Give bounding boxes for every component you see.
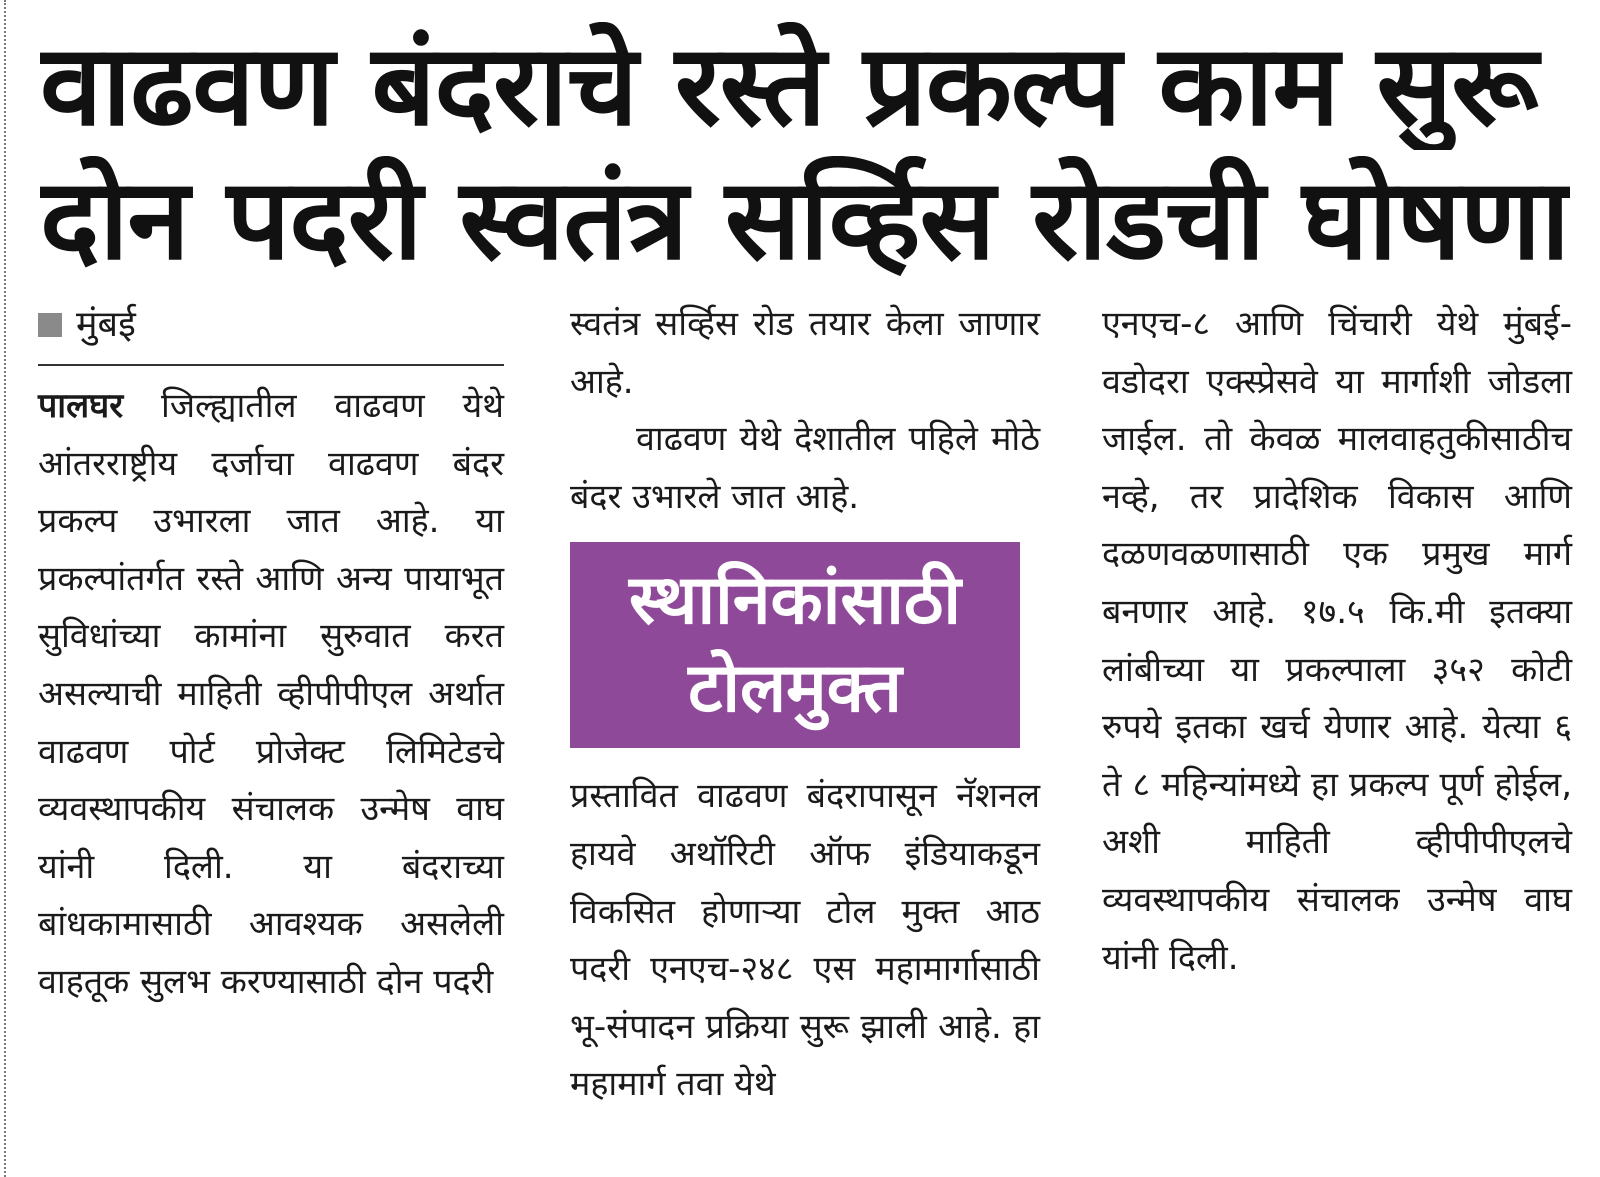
column-2-paragraph-2: वाढवण येथे देशातील पहिले मोठे बंदर उभारले जात आहे. — [570, 419, 1040, 517]
left-dotted-border — [4, 0, 6, 1177]
headline-line-2: दोन पदरी स्वतंत्र सर्व्हिस रोडची घोषणा — [40, 156, 1570, 284]
column-2-continuation: स्वतंत्र सर्व्हिस रोड तयार केला जाणार आहे. — [570, 304, 1040, 402]
article-column-1 — [38, 296, 504, 1012]
callout-box — [570, 542, 1020, 748]
column-1-paragraph — [38, 378, 504, 1012]
article-column-3 — [1102, 296, 1572, 987]
callout-line-2: टोलमुक्त — [688, 649, 902, 729]
dateline-rule — [38, 364, 504, 366]
dateline-city: मुंबई — [76, 304, 136, 346]
square-bullet-icon — [38, 313, 62, 337]
column-3-paragraph: एनएच-८ आणि चिंचारी येथे मुंबई-वडोदरा एक्स्प्रेसवे या मार्गाशी जोडला जाईल. तो केवळ मालवाहतुकीसाठीच नव्हे, तर प्रादेशिक विकास आणि दळणवळणासाठी एक प्रमुख मार्ग बनणार आहे. १७.५ कि.मी इतक्या लांबीच्या या प्रकल्पाला ३५२ कोटी रुपये इतका खर्च येणार आहे. येत्या ६ ते ८ महिन्यांमध्ये हा प्रकल्प पूर्ण होईल, अशी माहिती व्हीपीपीएलचे व्यवस्थापकीय संचालक उन्मेष वाघ यांनी दिली. — [1102, 304, 1572, 978]
callout-line-1: स्थानिकांसाठी — [628, 561, 962, 641]
dateline — [38, 296, 504, 354]
headline-line-1: वाढवण बंदराचे रस्ते प्रकल्प काम सुरू — [40, 22, 1538, 150]
article-column-2 — [570, 296, 1040, 1114]
column-2-paragraph-3: प्रस्तावित वाढवण बंदरापासून नॅशनल हायवे अथॉरिटी ऑफ इंडियाकडून विकसित होणाऱ्या टोल मुक्त आठ पदरी एनएच-२४८ एस महामार्गासाठी भू-संपादन प्रक्रिया सुरू झाली आहे. हा महामार्ग तवा येथे — [570, 776, 1040, 1105]
lead-word: पालघर — [38, 386, 124, 426]
column-1-text: जिल्ह्यातील वाढवण येथे आंतरराष्ट्रीय दर्जाचा वाढवण बंदर प्रकल्प उभारला जात आहे. या प्रकल्पांतर्गत रस्ते आणि अन्य पायाभूत सुविधांच्या कामांना सुरुवात करत असल्याची माहिती व्हीपीपीएल अर्थात वाढवण पोर्ट प्रोजेक्ट लिमिटेडचे व्यवस्थापकीय संचालक उन्मेष वाघ यांनी दिली. या बंदराच्या बांधकामासाठी आवश्यक असलेली वाहतूक सुलभ करण्यासाठी दोन पदरी — [38, 386, 504, 1002]
